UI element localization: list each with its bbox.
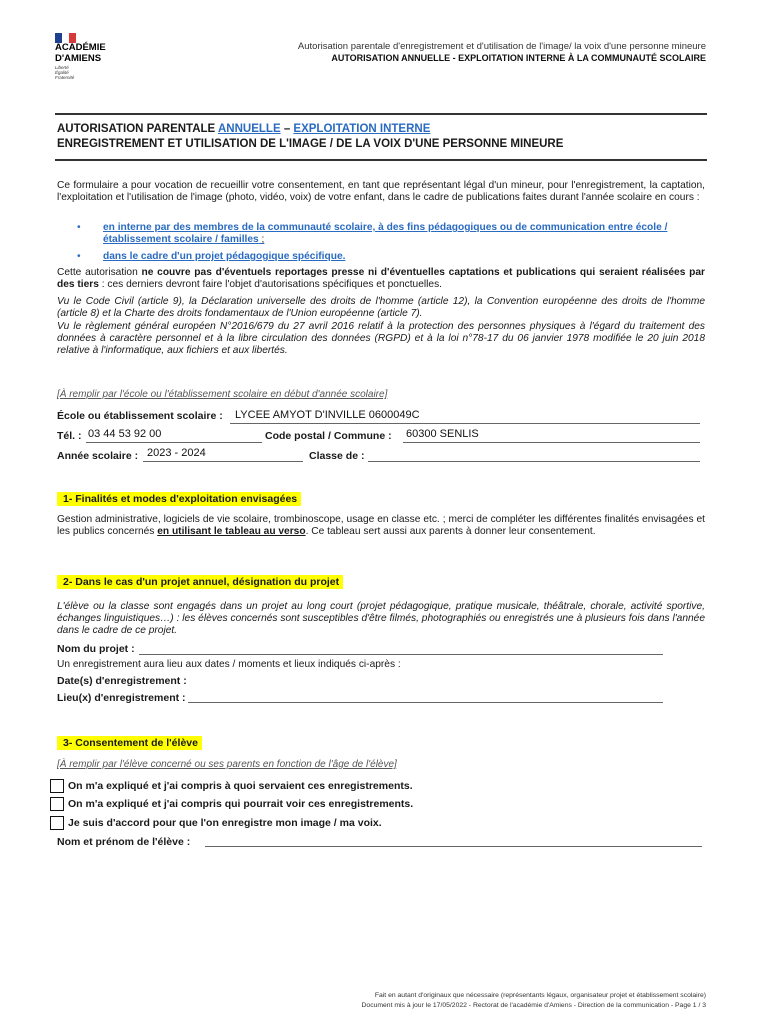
project-name-field[interactable] (139, 654, 663, 655)
motto-liberte: Liberté (55, 65, 69, 70)
bullet-project: dans le cadre d'un projet pédagogique spécifique. (103, 251, 346, 262)
section-1-heading: 1- Finalités et modes d'exploitation envisagées (57, 492, 301, 506)
student-fill-note: [À remplir par l'élève concerné ou ses parents en fonction de l'âge de l'élève] (57, 759, 397, 770)
postal-field[interactable]: 60300 SENLIS (406, 428, 479, 440)
student-name-label: Nom et prénom de l'élève : (57, 836, 191, 848)
bullet-dot: • (77, 251, 81, 262)
dates-label: Date(s) d'enregistrement : (57, 675, 187, 687)
section-1-text-outro: . Ce tableau sert aussi aux parents à donner leur consentement. (305, 526, 596, 537)
consent-audience-checkbox[interactable] (50, 797, 64, 811)
school-label: École ou établissement scolaire : (57, 410, 223, 422)
consent-purpose-checkbox[interactable] (50, 779, 64, 793)
intro-paragraph: Ce formulaire a pour vocation de recueillir votre consentement, en tant que représentant légal d'un mineur, pour l'enregistrement, la captation, l'exploitation et l'utilisation de l'image (photo, vidéo, voix) de votre enfant, dans le cadre de publications faites durant l'année scolaire en cours : (57, 180, 705, 203)
scope-paragraph (57, 267, 705, 291)
class-underline (368, 461, 700, 462)
header-doc-type: AUTORISATION ANNUELLE - EXPLOITATION INTERNE À LA COMMUNAUTÉ SCOLAIRE (331, 53, 706, 63)
divider-top (55, 113, 707, 115)
divider-title (55, 159, 707, 161)
academy-name-line1: ACADÉMIE (55, 42, 106, 53)
tel-field[interactable]: 03 44 53 92 00 (88, 428, 162, 440)
consent-agreement-label: Je suis d'accord pour que l'on enregistre mon image / ma voix. (68, 817, 382, 829)
school-field[interactable]: LYCEE AMYOT D'INVILLE 0600049C (235, 409, 420, 421)
year-label: Année scolaire : (57, 450, 139, 462)
verso-table-reference: en utilisant le tableau au verso (157, 526, 306, 537)
title-internal-link: EXPLOITATION INTERNE (293, 123, 431, 135)
scope-exclusion: ne couvre pas d'éventuels reportages presse ni d'éventuelles captations et publications qui seraient réalisées par des tiers (57, 267, 705, 290)
footer-document-info: Document mis à jour le 17/05/2022 - Rectorat de l'académie d'Amiens - Direction de la communication - Page 1 / 3 (361, 1002, 706, 1009)
section-2-text: L'élève ou la classe sont engagés dans un projet au long court (projet pédagogique, pratique musicale, théâtrale, chorale, activité sportive, échanges linguistiques…) : les élèves concernés sont susceptibles d'être filmés, photographiés ou enregistrés une à plusieurs fois dans l'année dans le cadre de ce projet. (57, 601, 705, 636)
postal-label: Code postal / Commune : (265, 430, 392, 442)
class-label: Classe de : (309, 450, 365, 462)
consent-purpose-label: On m'a expliqué et j'ai compris à quoi servaient ces enregistrements. (68, 780, 413, 792)
places-field[interactable] (188, 702, 663, 703)
republic-motto (55, 65, 74, 80)
school-fill-note: [À remplir par l'école ou l'établissement scolaire en début d'année scolaire] (57, 389, 388, 400)
scope-note: : ces derniers devront faire l'objet d'autorisations spécifiques et ponctuelles. (98, 279, 443, 290)
places-label: Lieu(x) d'enregistrement : (57, 692, 186, 704)
section-3-heading: 3- Consentement de l'élève (57, 736, 202, 750)
tel-underline (86, 442, 262, 443)
year-underline (143, 461, 303, 462)
title-annual-link: ANNUELLE (218, 123, 281, 135)
title-prefix: AUTORISATION PARENTALE (57, 123, 218, 135)
header-subtitle: Autorisation parentale d'enregistrement et d'utilisation de l'image/ la voix d'une personne mineure (297, 41, 706, 52)
project-name-label: Nom du projet : (57, 643, 135, 655)
legal-reference-2: Vu le règlement général européen N°2016/679 du 27 avril 2016 relatif à la protection des personnes physiques à l'égard du traitement des données à caractère personnel et à la libre circulation des données (RGPD) et à la loi n°78-17 du 06 janvier 1978 modifiée le 20 juin 2018 relative à l'informatique, aux fichiers et aux libertés. (57, 321, 705, 356)
section-1-text-intro: Gestion administrative, logiciels de vie scolaire, trombinoscope, usage en classe etc. ; merci de compléter les différentes finalités envisagées et les publics concernés (57, 514, 705, 537)
academy-name (55, 42, 106, 64)
year-field[interactable]: 2023 - 2024 (147, 447, 206, 459)
consent-audience-label: On m'a expliqué et j'ai compris qui pourrait voir ces enregistrements. (68, 798, 414, 810)
motto-fraternite: Fraternité (55, 75, 75, 80)
tel-label: Tél. : (57, 430, 82, 442)
bullet-dot: • (77, 222, 81, 233)
consent-agreement-checkbox[interactable] (50, 816, 64, 830)
student-name-field[interactable] (205, 846, 702, 847)
postal-underline (403, 442, 700, 443)
bullet-internal (103, 222, 705, 246)
academy-name-line2: D'AMIENS (55, 53, 102, 64)
title-dash: – (280, 123, 294, 135)
school-underline (230, 423, 700, 424)
document-title (57, 123, 430, 135)
scope-intro: Cette autorisation (57, 267, 142, 278)
bullet-internal-text: en interne par des membres de la communauté scolaire, à des fins pédagogiques ou de communication entre école / établissement scolaire / familles (103, 222, 668, 245)
document-subtitle: ENREGISTREMENT ET UTILISATION DE L'IMAGE / DE LA VOIX D'UNE PERSONNE MINEURE (57, 138, 564, 150)
schedule-text: Un enregistrement aura lieu aux dates / moments et lieux indiqués ci-après : (57, 659, 401, 670)
footer-copies-note: Fait en autant d'originaux que nécessaire (représentants légaux, organisateur projet et établissement scolaire) (374, 992, 706, 999)
marianne-logo-icon (55, 30, 77, 40)
legal-reference-1: Vu le Code Civil (article 9), la Déclaration universelle des droits de l'homme (article 12), la Convention européenne des droits de l'homme (article 8) et la Charte des droits fondamentaux de l'Union européenne (article 7). (57, 296, 705, 319)
bullet-internal-suffix: ; (258, 234, 265, 245)
motto-egalite: Égalité (55, 70, 69, 75)
section-1-text (57, 514, 705, 538)
section-2-heading: 2- Dans le cas d'un projet annuel, désignation du projet (57, 575, 343, 589)
